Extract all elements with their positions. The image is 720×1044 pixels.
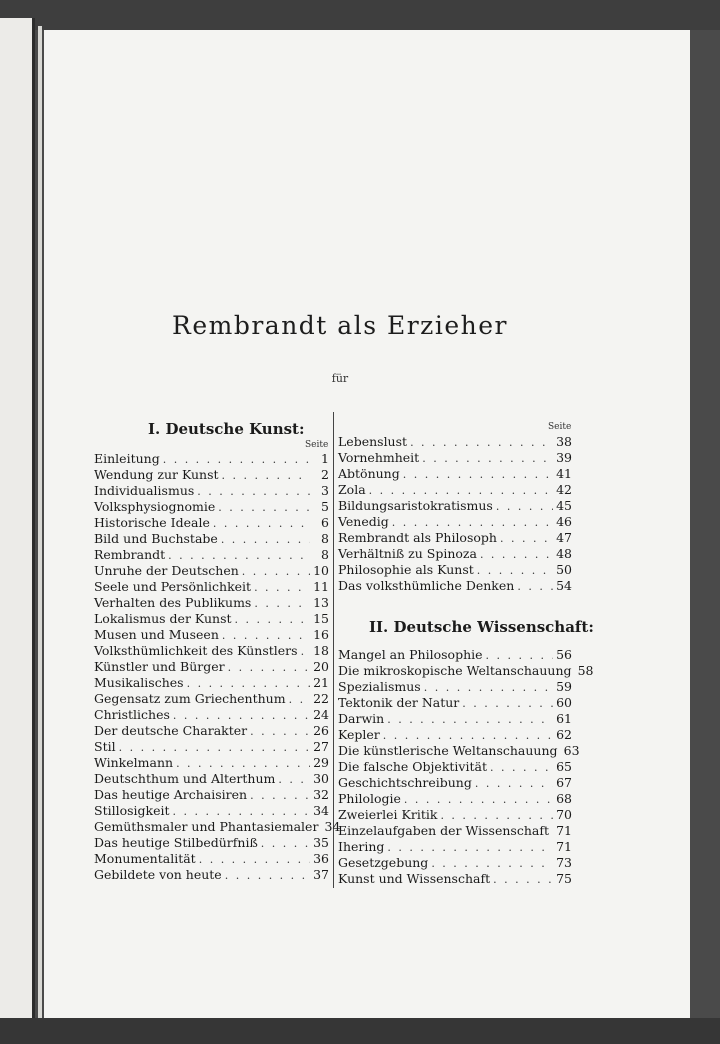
toc-entry [338, 530, 572, 546]
toc-entry [94, 547, 329, 563]
toc-entry-page: 50 [556, 562, 572, 577]
toc-entry-title: Zweierlei Kritik [338, 807, 438, 822]
dot-leader [490, 760, 553, 776]
toc-entry-title: Bild und Buchstabe [94, 531, 218, 546]
toc-entry-page: 8 [321, 531, 329, 546]
toc-entry-page: 15 [313, 611, 329, 626]
toc-entry-title: Bildungsaristokratismus [338, 498, 493, 513]
toc-entry-page: 35 [313, 835, 329, 850]
dot-leader [250, 788, 310, 804]
toc-entry-title: Die mikroskopische Weltanschauung [338, 663, 572, 678]
toc-entry [338, 546, 572, 562]
toc-entry-page: 62 [556, 727, 572, 742]
dot-leader [404, 792, 553, 808]
dot-leader [228, 660, 310, 676]
toc-entry-page: 71 [556, 839, 572, 854]
toc-entry [94, 643, 329, 659]
dot-leader [254, 596, 310, 612]
toc-entry-title: Volksphysiognomie [94, 499, 216, 514]
toc-entry-page: 45 [556, 498, 572, 513]
dot-leader [242, 564, 310, 580]
toc-entry-page: 21 [313, 675, 329, 690]
toc-entry [94, 723, 329, 739]
toc-entry-title: Darwin [338, 711, 385, 726]
toc-entry [338, 871, 572, 887]
dot-leader [403, 467, 553, 483]
toc-entry-page: 32 [313, 787, 329, 802]
toc-entry [338, 679, 572, 695]
toc-entry-page: 26 [313, 723, 329, 738]
toc-entry-page: 68 [556, 791, 572, 806]
toc-entry-title: Geschichtschreibung [338, 775, 472, 790]
toc-entry-title: Ihering [338, 839, 385, 854]
dot-leader [493, 872, 553, 888]
dot-leader [424, 680, 553, 696]
toc-entry [94, 771, 329, 787]
toc-entry-page: 46 [556, 514, 572, 529]
toc-entry [338, 466, 572, 482]
toc-list-deutsche-kunst [94, 451, 341, 883]
dot-leader [369, 483, 553, 499]
toc-entry-title: Musen und Museen [94, 627, 219, 642]
toc-entry-title: Kunst und Wissenschaft [338, 871, 491, 886]
page-title: Rembrandt als Erzieher [172, 311, 508, 340]
toc-entry-title: Tektonik der Natur [338, 695, 460, 710]
toc-entry-title: Venedig [338, 514, 389, 529]
toc-entry-title: Verhältniß zu Spinoza [338, 546, 477, 561]
dot-leader [176, 756, 310, 772]
toc-entry [338, 514, 572, 530]
dot-leader [250, 724, 310, 740]
toc-entry-page: 75 [556, 871, 572, 886]
dot-leader [422, 451, 553, 467]
toc-entry [338, 695, 572, 711]
toc-entry-page: 47 [556, 530, 572, 545]
toc-entry-title: Stil [94, 739, 116, 754]
page-subtitle: für [331, 372, 349, 385]
toc-entry [338, 711, 572, 727]
dot-leader [222, 628, 310, 644]
toc-entry-title: Christliches [94, 707, 170, 722]
toc-entry-page: 48 [556, 546, 572, 561]
toc-entry [94, 691, 329, 707]
toc-entry-page: 59 [556, 679, 572, 694]
facing-page-edge [0, 18, 35, 1018]
toc-entry-page: 24 [313, 707, 329, 722]
toc-entry-page: 70 [556, 807, 572, 822]
toc-entry [94, 787, 329, 803]
dot-leader [278, 772, 310, 788]
toc-entry [94, 531, 329, 547]
dot-leader [462, 696, 553, 712]
page-column-label-left: Seite [305, 440, 329, 450]
toc-entry [94, 819, 341, 835]
toc-entry [94, 595, 329, 611]
toc-entry [338, 663, 594, 679]
toc-entry-title: Stillosigkeit [94, 803, 170, 818]
scan-background-top [0, 0, 720, 30]
dot-leader [486, 648, 553, 664]
dot-leader [517, 579, 553, 595]
toc-entry [94, 835, 329, 851]
toc-entry-page: 11 [313, 579, 329, 594]
dot-leader [475, 776, 553, 792]
toc-entry [338, 775, 572, 791]
toc-entry [338, 562, 572, 578]
dot-leader [289, 692, 310, 708]
toc-entry-page: 34 [313, 803, 329, 818]
toc-entry-page: 16 [313, 627, 329, 642]
toc-entry-title: Gebildete von heute [94, 867, 222, 882]
toc-entry-page: 30 [313, 771, 329, 786]
toc-entry [338, 647, 572, 663]
dot-leader [301, 644, 310, 660]
toc-entry [338, 578, 572, 594]
toc-entry [338, 791, 572, 807]
toc-entry-title: Einzelaufgaben der Wissenschaft [338, 823, 549, 838]
toc-entry [338, 823, 572, 839]
dot-leader [254, 580, 310, 596]
dot-leader [173, 804, 310, 820]
toc-entry [94, 515, 329, 531]
toc-entry-title: Einleitung [94, 451, 160, 466]
section-heading-deutsche-kunst: I. Deutsche Kunst: [148, 420, 305, 438]
dot-leader [387, 712, 553, 728]
toc-entry-title: Rembrandt [94, 547, 166, 562]
dot-leader [235, 612, 310, 628]
toc-entry-title: Verhalten des Publikums [94, 595, 252, 610]
toc-entry-page: 71 [556, 823, 572, 838]
toc-entry-page: 38 [556, 434, 572, 449]
dot-leader [440, 808, 553, 824]
dot-leader [218, 500, 310, 516]
dot-leader [163, 452, 310, 468]
toc-entry-page: 63 [563, 743, 580, 758]
dot-leader [431, 856, 553, 872]
toc-entry [94, 851, 329, 867]
toc-entry-page: 42 [556, 482, 572, 497]
dot-leader [392, 515, 553, 531]
toc-entry-title: Das volksthümliche Denken [338, 578, 515, 593]
page-edge-strip [38, 26, 42, 1018]
toc-entry-title: Gesetzgebung [338, 855, 429, 870]
toc-entry [94, 611, 329, 627]
toc-entry-title: Unruhe der Deutschen [94, 563, 239, 578]
toc-entry-page: 36 [313, 851, 329, 866]
toc-entry-page: 54 [556, 578, 572, 593]
toc-entry-title: Die falsche Objektivität [338, 759, 487, 774]
toc-entry [94, 627, 329, 643]
toc-entry-page: 34 [324, 819, 341, 834]
toc-entry [338, 855, 572, 871]
toc-entry [338, 743, 580, 759]
dot-leader [119, 740, 310, 756]
toc-entry-title: Individualismus [94, 483, 195, 498]
toc-entry [94, 579, 329, 595]
toc-entry [338, 727, 572, 743]
dot-leader [387, 840, 553, 856]
toc-entry-title: Philologie [338, 791, 401, 806]
toc-entry-title: Mangel an Philosophie [338, 647, 483, 662]
toc-entry-page: 20 [313, 659, 329, 674]
toc-entry-page: 3 [321, 483, 329, 498]
toc-entry [338, 498, 572, 514]
toc-entry-page: 13 [313, 595, 329, 610]
toc-entry-title: Gegensatz zum Griechenthum [94, 691, 286, 706]
toc-entry-page: 1 [321, 451, 329, 466]
toc-entry-title: Volksthümlichkeit des Künstlers [94, 643, 298, 658]
dot-leader [261, 836, 310, 852]
dot-leader [221, 532, 310, 548]
toc-entry-title: Lokalismus der Kunst [94, 611, 232, 626]
toc-entry-page: 65 [556, 759, 572, 774]
toc-entry-title: Das heutige Archaisiren [94, 787, 248, 802]
toc-entry-title: Deutschthum und Alterthum [94, 771, 276, 786]
toc-entry-page: 10 [313, 563, 329, 578]
toc-entry-page: 27 [313, 739, 329, 754]
toc-entry [94, 803, 329, 819]
toc-entry-title: Spezialismus [338, 679, 421, 694]
dot-leader [197, 484, 310, 500]
toc-entry-page: 5 [321, 499, 329, 514]
toc-entry [338, 839, 572, 855]
page-column-label-right: Seite [548, 422, 572, 432]
dot-leader [168, 548, 310, 564]
toc-entry-title: Der deutsche Charakter [94, 723, 248, 738]
toc-entry-page: 8 [321, 547, 329, 562]
toc-entry-page: 6 [321, 515, 329, 530]
toc-entry-page: 60 [556, 695, 572, 710]
toc-entry-page: 2 [321, 467, 329, 482]
dot-leader [383, 728, 553, 744]
toc-entry [94, 675, 329, 691]
scan-background-bottom [0, 1018, 720, 1044]
toc-entry [94, 499, 329, 515]
toc-entry-title: Gemüthsmaler und Phantasiemaler [94, 819, 319, 834]
toc-entry [94, 483, 329, 499]
dot-leader [187, 676, 310, 692]
toc-entry-title: Musikalisches [94, 675, 184, 690]
dot-leader [213, 516, 310, 532]
toc-entry-page: 58 [577, 663, 594, 678]
toc-entry-page: 67 [556, 775, 572, 790]
dot-leader [225, 868, 310, 884]
toc-entry [94, 707, 329, 723]
toc-entry-title: Vornehmheit [338, 450, 420, 465]
dot-leader [552, 824, 553, 840]
toc-entry-title: Monumentalität [94, 851, 196, 866]
toc-entry-title: Philosophie als Kunst [338, 562, 474, 577]
toc-entry-page: 29 [313, 755, 329, 770]
toc-entry [338, 450, 572, 466]
toc-list-deutsche-wissenschaft [338, 647, 594, 887]
toc-entry [338, 759, 572, 775]
toc-entry [94, 755, 329, 771]
section-heading-deutsche-wissenschaft: II. Deutsche Wissenschaft: [369, 618, 594, 636]
toc-entry-title: Winkelmann [94, 755, 174, 770]
dot-leader [173, 708, 310, 724]
toc-entry-page: 39 [556, 450, 572, 465]
toc-entry-title: Künstler und Bürger [94, 659, 225, 674]
toc-entry [94, 867, 329, 883]
dot-leader [222, 468, 310, 484]
toc-entry [94, 467, 329, 483]
toc-entry-title: Seele und Persönlichkeit [94, 579, 252, 594]
dot-leader [410, 435, 553, 451]
toc-entry-title: Abtönung [338, 466, 400, 481]
toc-entry-page: 37 [313, 867, 329, 882]
scan-background-right [690, 30, 720, 1020]
dot-leader [477, 563, 553, 579]
toc-entry-title: Lebenslust [338, 434, 408, 449]
dot-leader [480, 547, 553, 563]
toc-entry-title: Kepler [338, 727, 380, 742]
toc-entry-title: Zola [338, 482, 366, 497]
toc-entry-title: Die künstlerische Weltanschauung [338, 743, 558, 758]
dot-leader [496, 499, 553, 515]
toc-list-continued [338, 434, 572, 594]
toc-entry-page: 56 [556, 647, 572, 662]
toc-entry-title: Historische Ideale [94, 515, 210, 530]
toc-entry [94, 563, 329, 579]
toc-entry [94, 739, 329, 755]
toc-entry-title: Wendung zur Kunst [94, 467, 219, 482]
toc-entry-page: 41 [556, 466, 572, 481]
column-divider [333, 412, 334, 888]
toc-entry [338, 434, 572, 450]
dot-leader [199, 852, 310, 868]
toc-entry-page: 61 [556, 711, 572, 726]
toc-entry [94, 451, 329, 467]
toc-entry-title: Das heutige Stilbedürfniß [94, 835, 258, 850]
toc-entry-page: 22 [313, 691, 329, 706]
dot-leader [500, 531, 553, 547]
toc-entry [338, 482, 572, 498]
toc-entry [338, 807, 572, 823]
toc-entry-title: Rembrandt als Philosoph [338, 530, 497, 545]
toc-entry-page: 18 [313, 643, 329, 658]
toc-entry [94, 659, 329, 675]
toc-entry-page: 73 [556, 855, 572, 870]
